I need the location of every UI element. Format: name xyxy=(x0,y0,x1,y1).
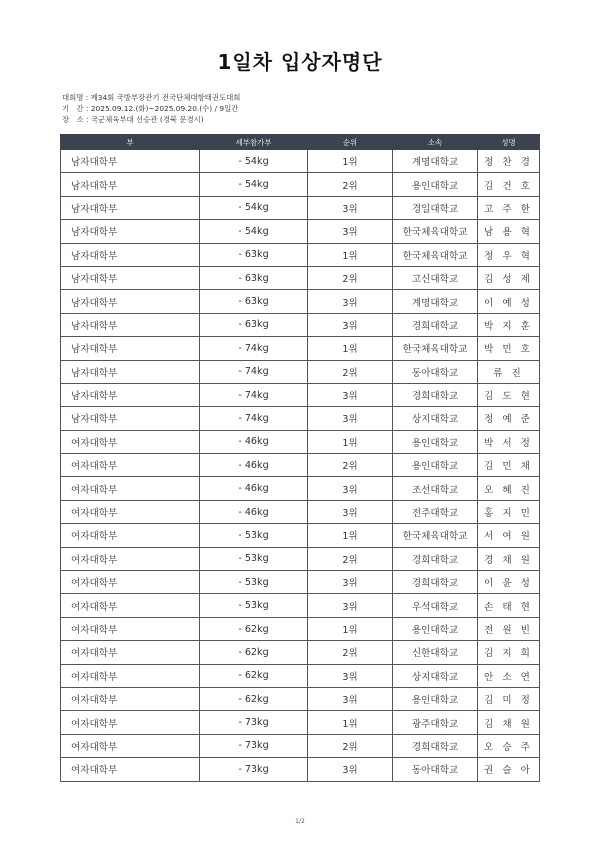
header-name: 성명 xyxy=(478,135,540,150)
table-row xyxy=(61,571,540,594)
name-cell: 손 태 현 xyxy=(478,594,540,617)
table-row xyxy=(61,641,540,664)
table-row xyxy=(61,313,540,336)
name-cell: 고 주 한 xyxy=(478,196,540,219)
name-cell: 정 찬 경 xyxy=(478,150,540,173)
affiliation-cell: 경희대학교 xyxy=(393,734,478,757)
division-cell: 남자대학부 xyxy=(61,173,200,196)
event-name-value: 제34회 국방부장관기 전국단체대항태권도대회 xyxy=(90,93,241,102)
table-row xyxy=(61,290,540,313)
weight-class-cell: - 54kg xyxy=(200,196,308,219)
name-cell: 안 소 연 xyxy=(478,664,540,687)
weight-class-cell: - 46kg xyxy=(200,500,308,523)
division-cell: 여자대학부 xyxy=(61,641,200,664)
division-cell: 남자대학부 xyxy=(61,360,200,383)
division-cell: 남자대학부 xyxy=(61,243,200,266)
division-cell: 남자대학부 xyxy=(61,150,200,173)
table-row xyxy=(61,430,540,453)
affiliation-cell: 경희대학교 xyxy=(393,547,478,570)
table-row xyxy=(61,360,540,383)
rank-cell: 1위 xyxy=(308,243,393,266)
weight-class-cell: - 53kg xyxy=(200,571,308,594)
name-cell: 정 예 준 xyxy=(478,407,540,430)
division-cell: 여자대학부 xyxy=(61,454,200,477)
rank-cell: 3위 xyxy=(308,594,393,617)
division-cell: 남자대학부 xyxy=(61,196,200,219)
table-row xyxy=(61,220,540,243)
weight-class-cell: - 46kg xyxy=(200,477,308,500)
division-cell: 여자대학부 xyxy=(61,547,200,570)
weight-class-cell: - 54kg xyxy=(200,173,308,196)
division-cell: 남자대학부 xyxy=(61,407,200,430)
affiliation-cell: 한국체육대학교 xyxy=(393,243,478,266)
weight-class-cell: - 46kg xyxy=(200,454,308,477)
rank-cell: 3위 xyxy=(308,571,393,594)
rank-cell: 2위 xyxy=(308,547,393,570)
table-row xyxy=(61,243,540,266)
event-period-value: 2025.09.12.(화)~2025.09.20.(수) / 9일간 xyxy=(90,104,239,113)
division-cell: 여자대학부 xyxy=(61,500,200,523)
table-row xyxy=(61,524,540,547)
weight-class-cell: - 73kg xyxy=(200,734,308,757)
table-row xyxy=(61,500,540,523)
weight-class-cell: - 53kg xyxy=(200,594,308,617)
rank-cell: 3위 xyxy=(308,687,393,710)
name-cell: 김 건 호 xyxy=(478,173,540,196)
event-period-row xyxy=(62,103,240,114)
division-cell: 여자대학부 xyxy=(61,594,200,617)
weight-class-cell: - 54kg xyxy=(200,220,308,243)
affiliation-cell: 경희대학교 xyxy=(393,313,478,336)
affiliation-cell: 한국체육대학교 xyxy=(393,524,478,547)
table-row xyxy=(61,383,540,406)
division-cell: 남자대학부 xyxy=(61,266,200,289)
event-period-label: 기 간 : xyxy=(62,104,91,113)
affiliation-cell: 경일대학교 xyxy=(393,196,478,219)
name-cell: 박 지 훈 xyxy=(478,313,540,336)
weight-class-cell: - 54kg xyxy=(200,150,308,173)
table-row xyxy=(61,687,540,710)
weight-class-cell: - 74kg xyxy=(200,383,308,406)
affiliation-cell: 경희대학교 xyxy=(393,571,478,594)
affiliation-cell: 계명대학교 xyxy=(393,290,478,313)
affiliation-cell: 고신대학교 xyxy=(393,266,478,289)
header-rank: 순위 xyxy=(308,135,393,150)
affiliation-cell: 신한대학교 xyxy=(393,641,478,664)
rank-cell: 1위 xyxy=(308,150,393,173)
rank-cell: 1위 xyxy=(308,430,393,453)
name-cell: 전 원 빈 xyxy=(478,617,540,640)
page-title: 1일차 입상자명단 xyxy=(217,50,383,74)
rank-cell: 3위 xyxy=(308,196,393,219)
affiliation-cell: 용인대학교 xyxy=(393,454,478,477)
header-weight-class: 세부참가부 xyxy=(200,135,308,150)
affiliation-cell: 상지대학교 xyxy=(393,664,478,687)
division-cell: 여자대학부 xyxy=(61,687,200,710)
name-cell: 남 용 혁 xyxy=(478,220,540,243)
division-cell: 남자대학부 xyxy=(61,290,200,313)
table-row xyxy=(61,664,540,687)
affiliation-cell: 용인대학교 xyxy=(393,430,478,453)
weight-class-cell: - 46kg xyxy=(200,430,308,453)
name-cell: 정 우 혁 xyxy=(478,243,540,266)
name-cell: 박 서 정 xyxy=(478,430,540,453)
table-row xyxy=(61,758,540,781)
weight-class-cell: - 62kg xyxy=(200,687,308,710)
division-cell: 여자대학부 xyxy=(61,758,200,781)
rank-cell: 3위 xyxy=(308,383,393,406)
table-row xyxy=(61,594,540,617)
name-cell: 서 여 원 xyxy=(478,524,540,547)
rank-cell: 1위 xyxy=(308,617,393,640)
affiliation-cell: 동아대학교 xyxy=(393,360,478,383)
division-cell: 여자대학부 xyxy=(61,524,200,547)
rank-cell: 3위 xyxy=(308,290,393,313)
name-cell: 권 슬 아 xyxy=(478,758,540,781)
weight-class-cell: - 62kg xyxy=(200,664,308,687)
weight-class-cell: - 53kg xyxy=(200,547,308,570)
rank-cell: 3위 xyxy=(308,500,393,523)
name-cell: 김 미 정 xyxy=(478,687,540,710)
rank-cell: 2위 xyxy=(308,734,393,757)
name-cell: 김 채 원 xyxy=(478,711,540,734)
table-row xyxy=(61,711,540,734)
table-row xyxy=(61,173,540,196)
winners-table xyxy=(60,134,540,782)
affiliation-cell: 용인대학교 xyxy=(393,173,478,196)
weight-class-cell: - 73kg xyxy=(200,711,308,734)
division-cell: 남자대학부 xyxy=(61,383,200,406)
event-venue-label: 장 소 : xyxy=(62,115,91,124)
affiliation-cell: 용인대학교 xyxy=(393,687,478,710)
name-cell: 이 예 성 xyxy=(478,290,540,313)
affiliation-cell: 동아대학교 xyxy=(393,758,478,781)
rank-cell: 2위 xyxy=(308,454,393,477)
name-cell: 오 승 주 xyxy=(478,734,540,757)
rank-cell: 3위 xyxy=(308,313,393,336)
affiliation-cell: 광주대학교 xyxy=(393,711,478,734)
name-cell: 오 혜 진 xyxy=(478,477,540,500)
rank-cell: 2위 xyxy=(308,266,393,289)
weight-class-cell: - 62kg xyxy=(200,617,308,640)
division-cell: 여자대학부 xyxy=(61,664,200,687)
division-cell: 여자대학부 xyxy=(61,711,200,734)
table-row xyxy=(61,266,540,289)
division-cell: 여자대학부 xyxy=(61,617,200,640)
weight-class-cell: - 63kg xyxy=(200,313,308,336)
name-cell: 박 민 호 xyxy=(478,337,540,360)
name-cell: 김 성 제 xyxy=(478,266,540,289)
event-info xyxy=(62,92,240,125)
rank-cell: 1위 xyxy=(308,711,393,734)
rank-cell: 1위 xyxy=(308,524,393,547)
rank-cell: 2위 xyxy=(308,641,393,664)
table-row xyxy=(61,196,540,219)
division-cell: 남자대학부 xyxy=(61,337,200,360)
weight-class-cell: - 73kg xyxy=(200,758,308,781)
weight-class-cell: - 63kg xyxy=(200,266,308,289)
affiliation-cell: 전주대학교 xyxy=(393,500,478,523)
name-cell: 김 지 희 xyxy=(478,641,540,664)
division-cell: 여자대학부 xyxy=(61,734,200,757)
table-header-row xyxy=(61,135,540,150)
affiliation-cell: 상지대학교 xyxy=(393,407,478,430)
header-division: 부 xyxy=(61,135,200,150)
table-row xyxy=(61,150,540,173)
weight-class-cell: - 74kg xyxy=(200,360,308,383)
rank-cell: 3위 xyxy=(308,220,393,243)
header-affiliation: 소속 xyxy=(393,135,478,150)
division-cell: 여자대학부 xyxy=(61,430,200,453)
table-row xyxy=(61,407,540,430)
affiliation-cell: 한국체육대학교 xyxy=(393,220,478,243)
rank-cell: 3위 xyxy=(308,407,393,430)
name-cell: 홍 지 민 xyxy=(478,500,540,523)
rank-cell: 3위 xyxy=(308,477,393,500)
affiliation-cell: 조선대학교 xyxy=(393,477,478,500)
event-venue-row xyxy=(62,114,240,125)
weight-class-cell: - 53kg xyxy=(200,524,308,547)
affiliation-cell: 우석대학교 xyxy=(393,594,478,617)
rank-cell: 3위 xyxy=(308,758,393,781)
weight-class-cell: - 63kg xyxy=(200,243,308,266)
affiliation-cell: 한국체육대학교 xyxy=(393,337,478,360)
weight-class-cell: - 74kg xyxy=(200,337,308,360)
division-cell: 여자대학부 xyxy=(61,477,200,500)
rank-cell: 1위 xyxy=(308,337,393,360)
rank-cell: 2위 xyxy=(308,173,393,196)
event-name-label: 대회명 : xyxy=(62,93,91,102)
name-cell: 이 윤 성 xyxy=(478,571,540,594)
page-number: 1/2 xyxy=(295,818,305,825)
division-cell: 남자대학부 xyxy=(61,220,200,243)
affiliation-cell: 계명대학교 xyxy=(393,150,478,173)
table-row xyxy=(61,617,540,640)
rank-cell: 3위 xyxy=(308,664,393,687)
weight-class-cell: - 74kg xyxy=(200,407,308,430)
name-cell: 류 진 xyxy=(478,360,540,383)
table-row xyxy=(61,454,540,477)
table-row xyxy=(61,337,540,360)
rank-cell: 2위 xyxy=(308,360,393,383)
affiliation-cell: 용인대학교 xyxy=(393,617,478,640)
event-name-row xyxy=(62,92,240,103)
weight-class-cell: - 62kg xyxy=(200,641,308,664)
weight-class-cell: - 63kg xyxy=(200,290,308,313)
name-cell: 김 민 채 xyxy=(478,454,540,477)
table-row xyxy=(61,734,540,757)
name-cell: 경 채 원 xyxy=(478,547,540,570)
table-row xyxy=(61,477,540,500)
event-venue-value: 국군체육부대 선승관 (경북 문경시) xyxy=(90,115,204,124)
division-cell: 여자대학부 xyxy=(61,571,200,594)
division-cell: 남자대학부 xyxy=(61,313,200,336)
table-row xyxy=(61,547,540,570)
affiliation-cell: 경희대학교 xyxy=(393,383,478,406)
name-cell: 김 도 현 xyxy=(478,383,540,406)
